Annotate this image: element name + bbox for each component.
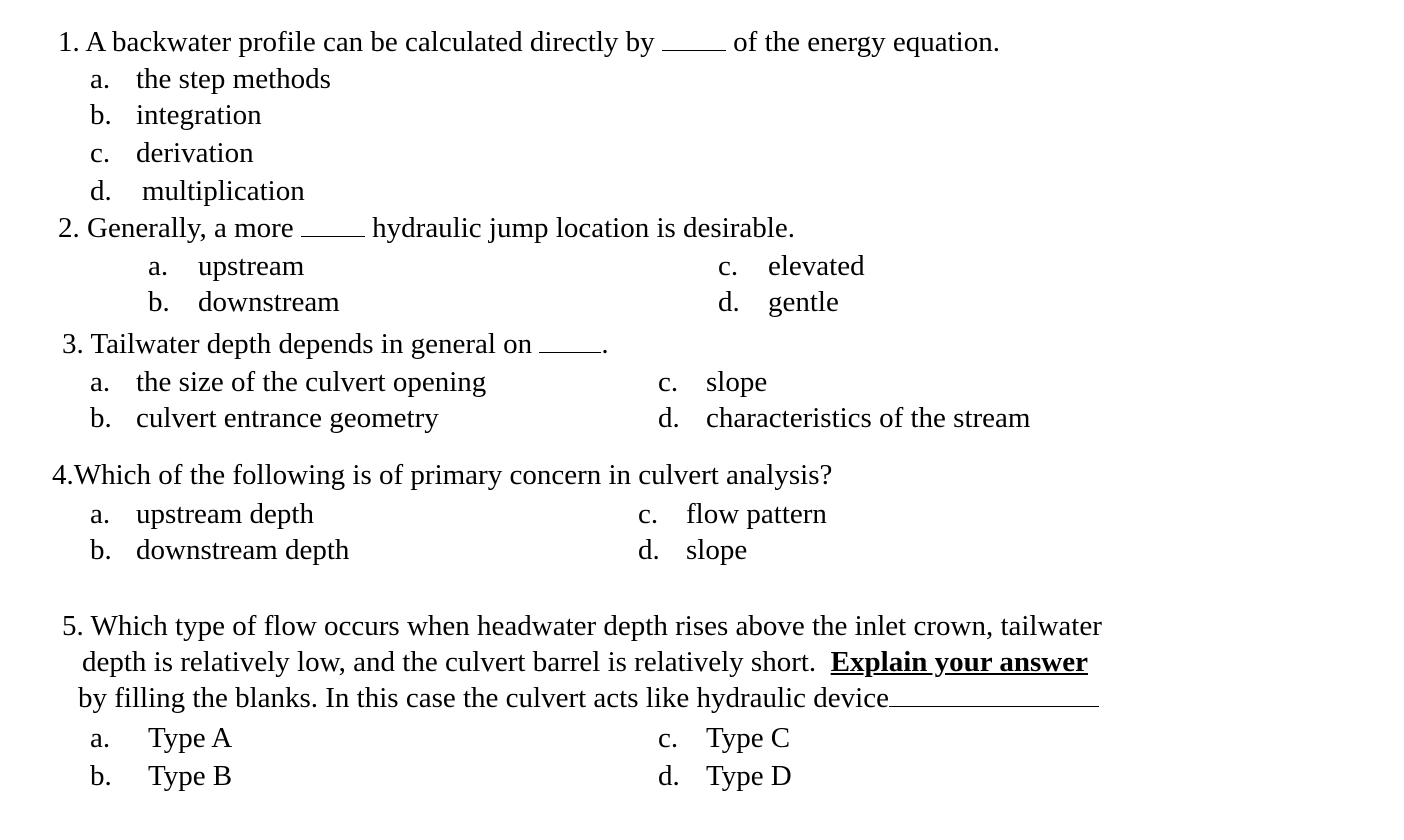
option-letter: a. [90, 722, 111, 754]
question-5-option-a[interactable] [90, 720, 232, 756]
question-2-number: 2. [58, 212, 80, 244]
question-1-option-d[interactable] [90, 173, 305, 209]
option-text: Type B [148, 760, 233, 792]
option-text: downstream depth [136, 534, 350, 566]
option-letter: c. [90, 137, 111, 169]
question-5-stem-line-2 [82, 644, 1088, 680]
option-letter: c. [638, 498, 659, 530]
question-4-option-b[interactable] [90, 532, 349, 568]
question-2-text-after: hydraulic jump location is desirable. [372, 212, 795, 244]
option-letter: d. [658, 402, 680, 434]
question-3-answer-blank[interactable] [539, 326, 601, 353]
question-5-emphasis: Explain your answer [830, 646, 1088, 678]
option-text: multiplication [142, 175, 305, 207]
option-letter: a. [90, 498, 111, 530]
option-text: Type A [148, 722, 233, 754]
question-3-option-c[interactable] [658, 364, 767, 400]
question-3-option-a[interactable] [90, 364, 486, 400]
question-5-stem-line-3 [78, 680, 1099, 716]
question-4-number: 4. [52, 459, 74, 491]
option-text: elevated [768, 250, 865, 282]
option-text: gentle [768, 286, 839, 318]
option-text: slope [686, 534, 748, 566]
question-5-option-c[interactable] [658, 720, 790, 756]
option-letter: a. [90, 366, 111, 398]
option-letter: d. [638, 534, 660, 566]
option-letter: c. [658, 722, 679, 754]
question-4-option-c[interactable] [638, 496, 827, 532]
option-text: downstream [198, 286, 340, 318]
question-5-option-d[interactable] [658, 758, 792, 794]
option-text: Type C [706, 722, 791, 754]
question-2-stem [58, 210, 795, 246]
question-5-number: 5. [62, 610, 84, 642]
option-text: upstream depth [136, 498, 314, 530]
question-5-text-line-1: Which type of flow occurs when headwater depth rises above the inlet crown, tailwater [90, 610, 1102, 642]
question-2-text-before: Generally, a more [87, 212, 294, 244]
option-text: integration [136, 99, 262, 131]
question-1-number: 1. [58, 26, 80, 58]
question-3-option-d[interactable] [658, 400, 1030, 436]
question-5-text-line-2: depth is relatively low, and the culvert barrel is relatively short. [82, 646, 817, 678]
option-letter: d. [718, 286, 740, 318]
question-5-answer-blank[interactable] [889, 680, 1099, 707]
option-text: the size of the culvert opening [136, 366, 487, 398]
option-letter: d. [90, 175, 112, 207]
option-text: Type D [706, 760, 792, 792]
question-3-text-before: Tailwater depth depends in general on [90, 328, 533, 360]
option-text: flow pattern [686, 498, 827, 530]
question-1-option-c[interactable] [90, 135, 254, 171]
question-1-answer-blank[interactable] [662, 24, 726, 51]
question-4-stem [52, 457, 832, 493]
option-text: upstream [198, 250, 305, 282]
question-1-text-before: A backwater profile can be calculated directly by [85, 26, 655, 58]
question-1-option-a[interactable] [90, 61, 331, 97]
question-1-option-b[interactable] [90, 97, 262, 133]
option-text: derivation [136, 137, 254, 169]
question-2-option-d[interactable] [718, 284, 839, 320]
option-text: characteristics of the stream [706, 402, 1031, 434]
question-1-text-after: of the energy equation. [733, 26, 1000, 58]
option-letter: d. [658, 760, 680, 792]
option-letter: b. [90, 534, 112, 566]
option-letter: a. [148, 250, 169, 282]
option-text: culvert entrance geometry [136, 402, 439, 434]
question-2-option-b[interactable] [148, 284, 340, 320]
question-4-text: Which of the following is of primary concern in culvert analysis? [73, 459, 833, 491]
question-2-option-a[interactable] [148, 248, 304, 284]
option-letter: b. [90, 99, 112, 131]
option-text: slope [706, 366, 768, 398]
option-letter: b. [90, 760, 112, 792]
question-1-stem [58, 24, 1000, 60]
question-5-stem-line-1 [62, 608, 1102, 644]
option-text: the step methods [136, 63, 331, 95]
question-5-option-b[interactable] [90, 758, 232, 794]
question-2-option-c[interactable] [718, 248, 865, 284]
question-4-option-d[interactable] [638, 532, 747, 568]
option-letter: c. [658, 366, 679, 398]
question-3-option-b[interactable] [90, 400, 439, 436]
question-5-text-line-3: by filling the blanks. In this case the culvert acts like hydraulic device [78, 682, 889, 714]
question-3-number: 3. [62, 328, 84, 360]
question-3-stem [62, 326, 609, 362]
question-2-answer-blank[interactable] [301, 210, 365, 237]
option-letter: c. [718, 250, 739, 282]
question-3-text-after: . [601, 328, 609, 360]
option-letter: b. [90, 402, 112, 434]
option-letter: a. [90, 63, 111, 95]
option-letter: b. [148, 286, 170, 318]
question-4-option-a[interactable] [90, 496, 314, 532]
